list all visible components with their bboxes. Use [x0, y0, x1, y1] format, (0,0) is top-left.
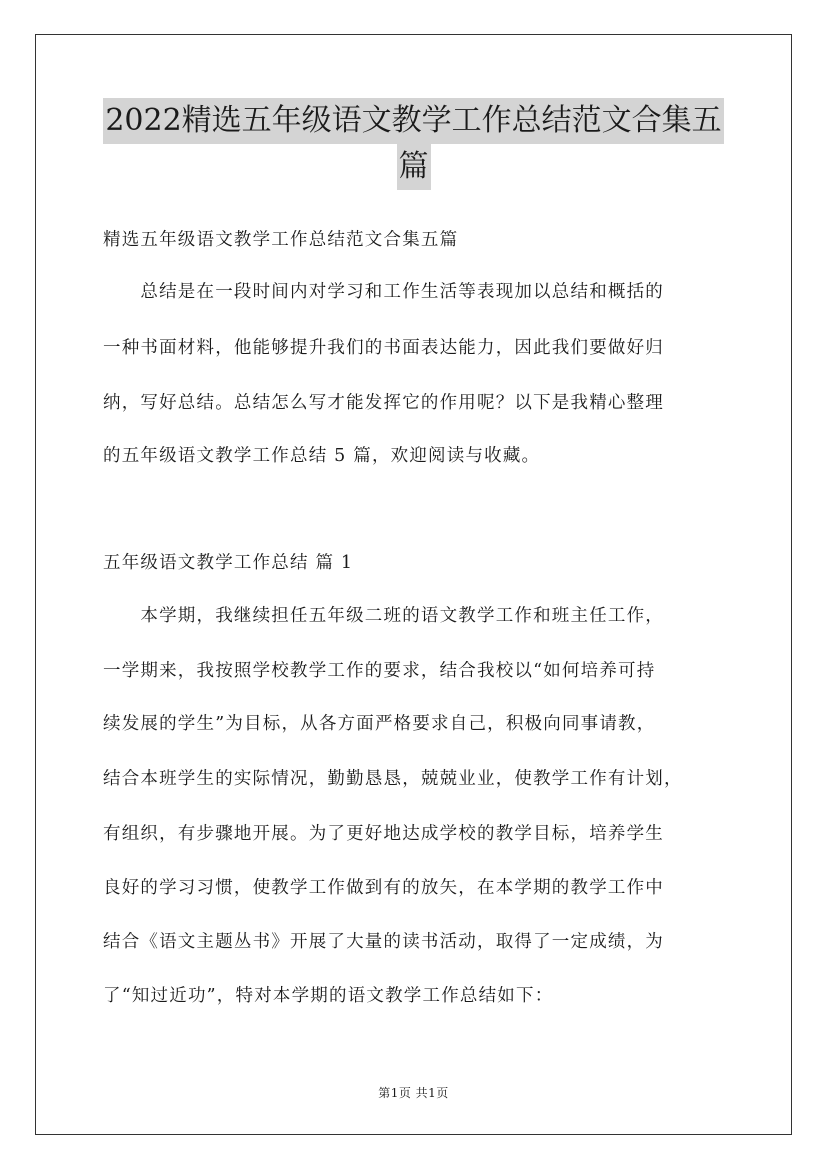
document-subtitle: 精选五年级语文教学工作总结范文合集五篇: [103, 230, 459, 250]
section-line: 本学期，我继续担任五年级二班的语文教学工作和班主任工作，: [103, 606, 664, 626]
section-line: 了“知过近功”，特对本学期的语文教学工作总结如下：: [103, 986, 554, 1006]
section-line: 结合本班学生的实际情况，勤勤恳恳，兢兢业业，使教学工作有计划，: [103, 769, 683, 789]
intro-line: 的五年级语文教学工作总结 5 篇，欢迎阅读与收藏。: [103, 446, 541, 466]
section-heading: 五年级语文教学工作总结 篇 1: [103, 553, 354, 573]
document-title: [0, 98, 827, 190]
intro-line: 一种书面材料，他能够提升我们的书面表达能力，因此我们要做好归: [103, 338, 664, 358]
page-border: [35, 34, 792, 1135]
section-line: 结合《语文主题丛书》开展了大量的读书活动，取得了一定成绩，为: [103, 932, 664, 952]
page-footer: 第1页 共1页: [378, 1086, 449, 1100]
title-line-2: 篇: [397, 144, 431, 190]
title-line-1: 2022精选五年级语文教学工作总结范文合集五: [103, 98, 723, 144]
intro-line: 纳，写好总结。总结怎么写才能发挥它的作用呢？以下是我精心整理: [103, 393, 664, 413]
section-line: 良好的学习习惯，使教学工作做到有的放矢，在本学期的教学工作中: [103, 878, 664, 898]
section-line: 一学期来，我按照学校教学工作的要求，结合我校以“如何培养可持: [103, 661, 656, 681]
intro-line: 总结是在一段时间内对学习和工作生活等表现加以总结和概括的: [103, 282, 664, 302]
section-line: 有组织，有步骤地开展。为了更好地达成学校的教学目标，培养学生: [103, 824, 664, 844]
section-line: 续发展的学生”为目标，从各方面严格要求自己，积极向同事请教，: [103, 714, 656, 734]
